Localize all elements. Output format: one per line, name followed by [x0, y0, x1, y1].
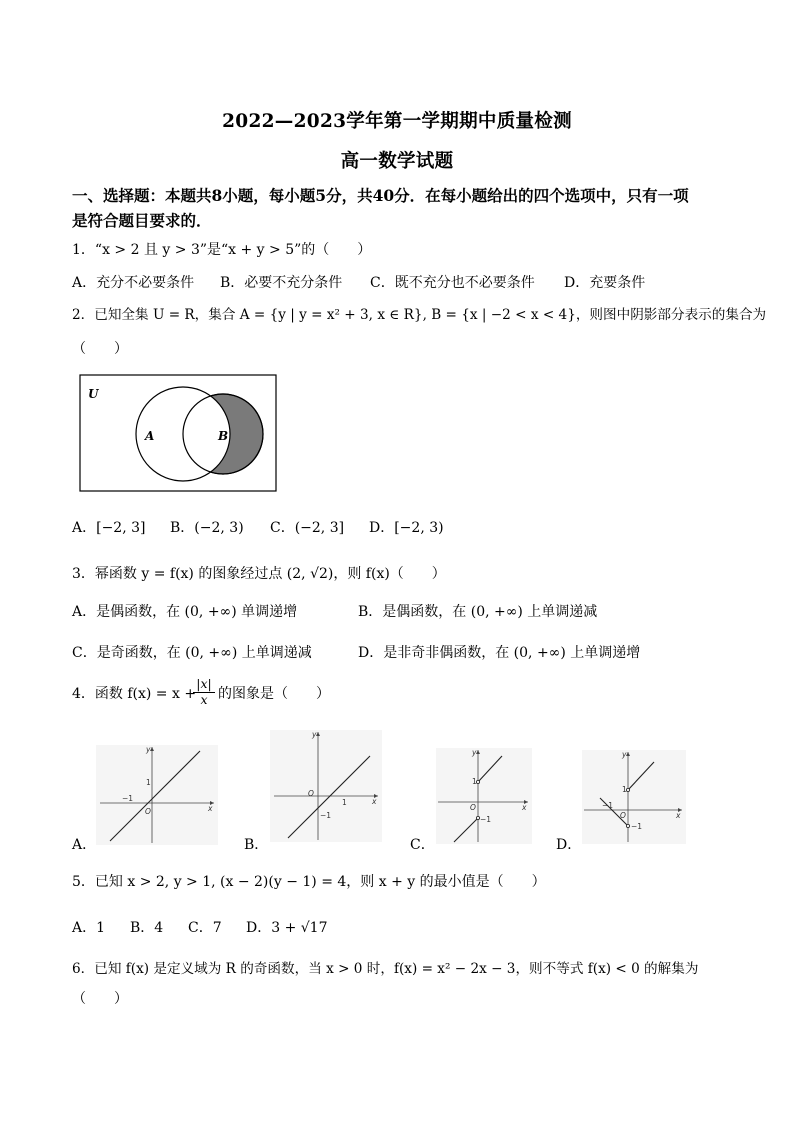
- q3-option-b: B．是偶函数，在 (0, +∞) 上单调递减: [358, 604, 598, 620]
- q1-option-b: B．必要不充分条件: [220, 275, 343, 291]
- q3-option-a: A．是偶函数，在 (0, +∞) 单调递增: [72, 604, 298, 620]
- svg-text:1: 1: [472, 777, 477, 786]
- svg-text:O: O: [145, 807, 151, 816]
- q5-option-b: B．4: [130, 920, 164, 936]
- q5-stem: 5．已知 x > 2, y > 1, (x − 2)(y − 1) = 4，则 x + y 的最小值是（ ）: [72, 874, 546, 890]
- q2-option-b: B．(−2, 3): [170, 520, 244, 536]
- graph-c-right-branch: [478, 756, 502, 782]
- q4-stem-prefix: 4．函数 f(x) = x +: [72, 686, 197, 702]
- q3-option-c: C．是奇函数，在 (0, +∞) 上单调递减: [72, 645, 312, 661]
- q4-option-c-label: C．: [410, 837, 435, 853]
- svg-text:−1: −1: [480, 815, 492, 824]
- q4-option-b-label: B．: [244, 837, 269, 853]
- universal-set-label: U: [88, 387, 99, 401]
- q5-option-a: A．1: [72, 920, 106, 936]
- svg-text:x: x: [372, 797, 377, 806]
- svg-text:O: O: [470, 803, 476, 812]
- q4-option-d-label: D．: [556, 837, 582, 853]
- q4-stem-suffix: 的图象是（ ）: [218, 686, 330, 702]
- q5-option-c: C．7: [188, 920, 222, 936]
- q4-option-a-label: A．: [72, 837, 97, 853]
- svg-text:1: 1: [146, 778, 151, 787]
- svg-text:−1: −1: [122, 794, 134, 803]
- q4-graph-c: [436, 748, 532, 844]
- graph-d-right-branch: [628, 762, 654, 790]
- svg-text:O: O: [308, 789, 314, 798]
- svg-text:x: x: [676, 811, 681, 820]
- svg-text:O: O: [620, 811, 626, 820]
- svg-text:x: x: [522, 803, 527, 812]
- q4-fraction-denominator: x: [200, 692, 208, 707]
- set-a-label: A: [145, 429, 155, 443]
- q2-paren: （ ）: [72, 341, 128, 357]
- svg-text:−1: −1: [320, 811, 332, 820]
- q3-stem: 3．幂函数 y = f(x) 的图象经过点 (2, √2)，则 f(x)（ ）: [72, 566, 446, 582]
- graph-c-left-branch: [454, 818, 478, 842]
- section-heading-line2: 是符合题目要求的．: [72, 211, 212, 230]
- q1-option-d: D．充要条件: [564, 275, 646, 291]
- q4-graph-d: [582, 750, 686, 844]
- q4-fraction-numerator: |x|: [193, 677, 215, 693]
- svg-text:−1: −1: [631, 822, 643, 831]
- svg-text:1: 1: [342, 798, 347, 807]
- svg-text:y: y: [312, 730, 317, 739]
- q2-option-c: C．(−2, 3]: [270, 520, 345, 536]
- q1-stem: 1．“x > 2 且 y > 3”是“x + y > 5”的（ ）: [72, 242, 372, 258]
- svg-text:x: x: [208, 804, 213, 813]
- svg-text:y: y: [472, 748, 477, 757]
- exam-title: 2022—2023学年第一学期期中质量检测: [222, 111, 572, 132]
- q1-option-a: A．充分不必要条件: [72, 275, 195, 291]
- q6-stem: 6．已知 f(x) 是定义域为 R 的奇函数，当 x > 0 时，f(x) = x² − 2x − 3，则不等式 f(x) < 0 的解集为: [72, 961, 699, 977]
- q5-option-d: D．3 + √17: [246, 920, 328, 936]
- venn-diagram: [79, 374, 277, 492]
- q2-option-d: D．[−2, 3): [369, 520, 444, 536]
- q3-option-d: D．是非奇非偶函数，在 (0, +∞) 上单调递增: [358, 645, 641, 661]
- q2-option-a: A．[−2, 3]: [72, 520, 146, 536]
- q4-graph-a: [96, 745, 218, 845]
- section-heading-line1: 一、选择题：本题共8小题，每小题5分，共40分．在每小题给出的四个选项中，只有一项: [72, 186, 689, 205]
- q1-option-c: C．既不充分也不必要条件: [370, 275, 535, 291]
- q4-fraction: [193, 677, 215, 707]
- svg-text:y: y: [146, 745, 151, 754]
- set-b-label: B: [218, 429, 229, 443]
- q4-graph-b: [270, 730, 382, 842]
- q2-stem: 2．已知全集 U = R，集合 A = {y | y = x² + 3, x ∈ R}, B = {x | −2 < x < 4}，则图中阴影部分表示的集合为: [72, 307, 767, 323]
- graph-b-line: [288, 756, 370, 838]
- exam-subtitle: 高一数学试题: [340, 151, 454, 172]
- q6-paren: （ ）: [72, 991, 128, 1007]
- svg-text:−1: −1: [602, 801, 614, 810]
- svg-text:y: y: [622, 750, 627, 759]
- svg-text:1: 1: [622, 785, 627, 794]
